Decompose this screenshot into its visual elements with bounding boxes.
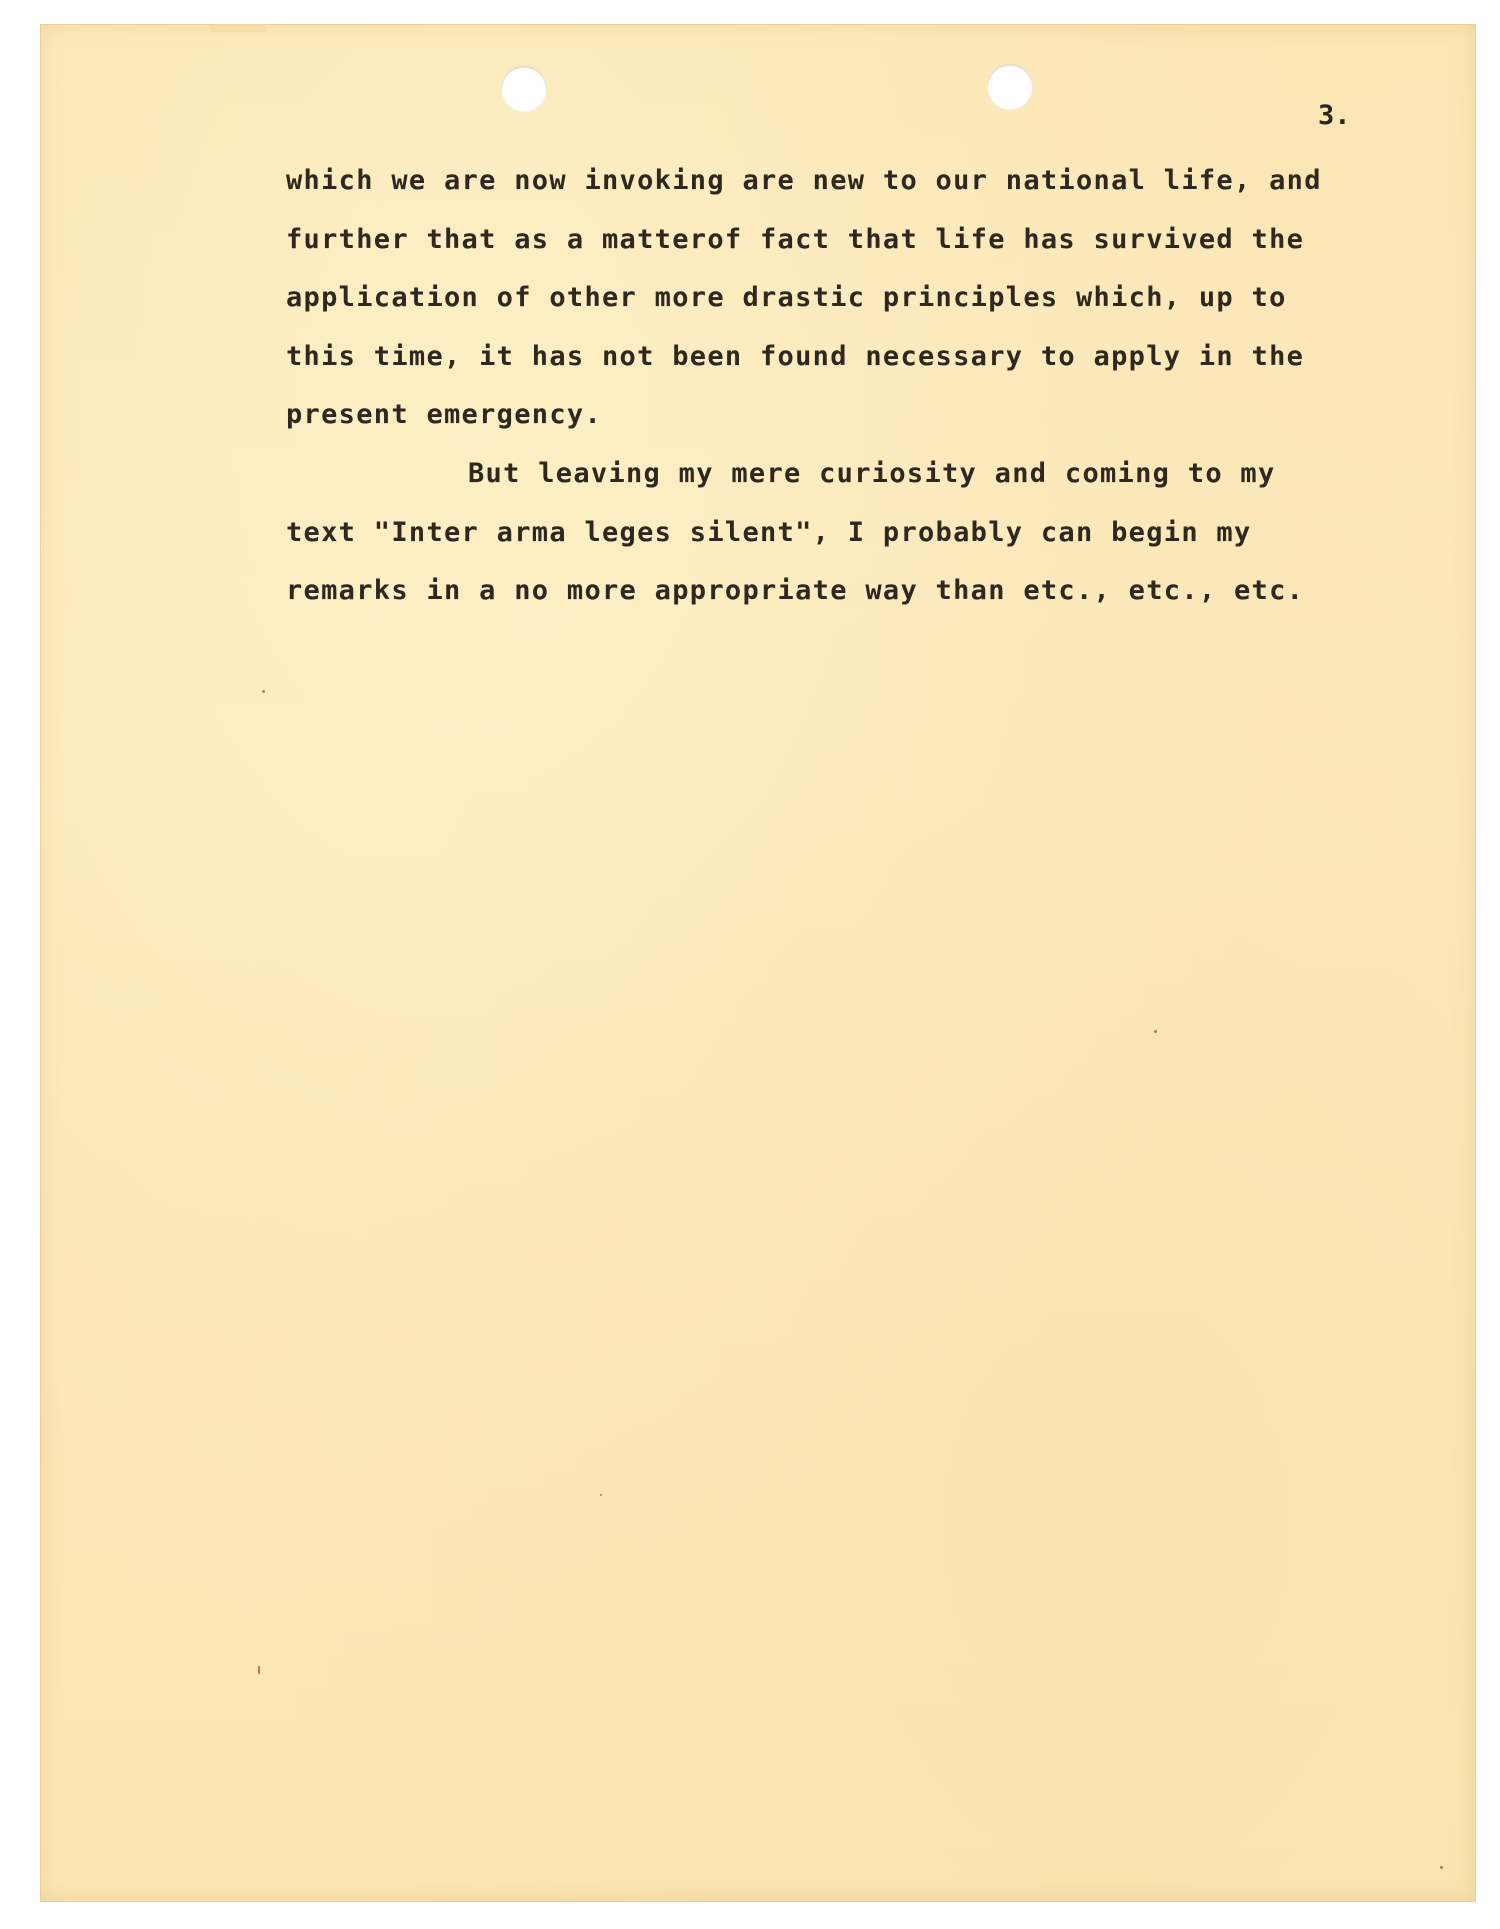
paper-speck <box>258 1666 260 1674</box>
text-line: present emergency. <box>286 399 602 431</box>
paper-tab-mark <box>210 24 266 32</box>
text-line-paragraph-start: But leaving my mere curiosity and coming to my <box>468 457 1276 489</box>
punch-hole-right <box>987 64 1033 110</box>
punch-hole-left <box>501 66 547 112</box>
paper-speck <box>1154 1030 1157 1033</box>
typed-body-text <box>286 152 1386 621</box>
paper-speck <box>600 1494 602 1496</box>
paper-speck <box>1440 1866 1443 1869</box>
text-line: remarks in a no more appropriate way than etc., etc., etc. <box>286 575 1305 607</box>
text-line: this time, it has not been found necessary to apply in the <box>286 340 1305 372</box>
text-line: further that as a matterof fact that life has survived the <box>286 223 1305 255</box>
typed-page <box>40 24 1476 1902</box>
paper-speck <box>262 690 265 693</box>
text-line: text "Inter arma leges silent", I probably can begin my <box>286 516 1252 548</box>
text-line: application of other more drastic principles which, up to <box>286 282 1287 314</box>
text-line: which we are now invoking are new to our national life, and <box>286 165 1322 196</box>
page-number: 3. <box>1318 100 1351 131</box>
